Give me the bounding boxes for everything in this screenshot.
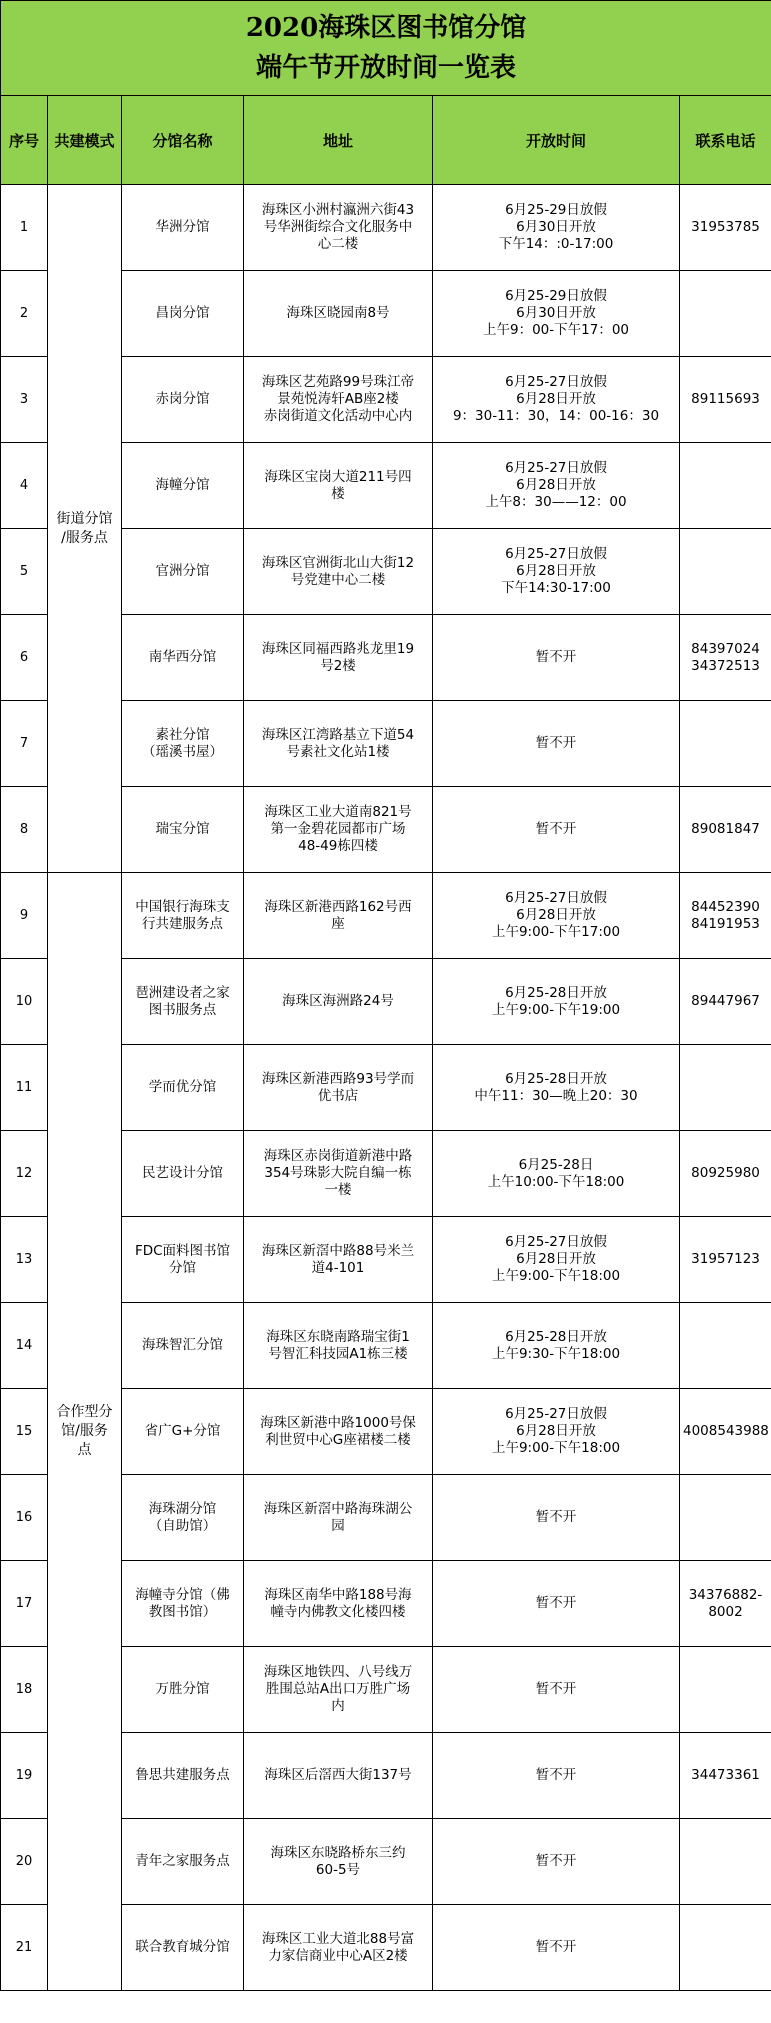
- opening-hours: [433, 1561, 680, 1647]
- branch-name-line: 民艺设计分馆: [142, 1165, 223, 1181]
- branch-name: [122, 1389, 244, 1475]
- branch-address: [244, 959, 433, 1045]
- phone-number: [680, 1217, 771, 1303]
- branch-name: [122, 1819, 244, 1905]
- address-line: 海珠区新港西路93号学而: [261, 1070, 415, 1087]
- title-line-2: 端午节开放时间一览表: [256, 53, 517, 83]
- phone-number: [680, 1131, 771, 1217]
- phone-line: 89115693: [691, 391, 760, 407]
- branch-name-line: 万胜分馆: [155, 1681, 210, 1697]
- hours-line: 暂不开: [535, 821, 577, 837]
- opening-hours: [433, 1131, 680, 1217]
- address-line: 60-5号: [315, 1861, 361, 1878]
- branch-name: [122, 701, 244, 787]
- row-index: 4: [1, 443, 48, 529]
- address-line: 海珠区江湾路基立下道54: [261, 726, 415, 743]
- branch-name: [122, 1905, 244, 1991]
- hours-line: 6月25-28日开放: [505, 984, 607, 1001]
- branch-name-line: 海珠智汇分馆: [142, 1337, 223, 1353]
- header-mode: 共建模式: [48, 96, 122, 185]
- branch-address: [244, 1045, 433, 1131]
- branch-name: [122, 529, 244, 615]
- table-row: [1, 873, 771, 959]
- row-index: 6: [1, 615, 48, 701]
- phone-line: 34372513: [691, 657, 760, 674]
- address-line: 海珠区赤岗街道新港中路: [263, 1148, 413, 1164]
- branch-name: [122, 1303, 244, 1389]
- hours-line: 6月25-29日放假: [505, 202, 607, 218]
- branch-name-line: 鲁思共建服务点: [135, 1767, 230, 1783]
- branch-address: [244, 357, 433, 443]
- branch-name: [122, 1045, 244, 1131]
- header-hours: 开放时间: [433, 96, 680, 185]
- hours-line: 暂不开: [535, 649, 577, 665]
- hours-line: 6月28日开放: [516, 563, 596, 579]
- branch-address: [244, 701, 433, 787]
- branch-name-line: 青年之家服务点: [135, 1853, 230, 1869]
- branch-address: [244, 271, 433, 357]
- hours-line: 6月25-27日放假: [505, 890, 607, 906]
- branch-name-line: （自助馆）: [148, 1517, 217, 1534]
- mode-line: /服务点: [61, 529, 108, 546]
- opening-hours: [433, 1905, 680, 1991]
- phone-number: [680, 1561, 771, 1647]
- address-line: 海珠区新港西路162号西: [264, 898, 412, 915]
- branch-name: [122, 357, 244, 443]
- address-line: 号智汇科技园A1栋三楼: [268, 1345, 408, 1362]
- address-line: 心二楼: [317, 236, 359, 252]
- hours-line: 6月28日开放: [516, 1251, 596, 1267]
- branch-address: [244, 1905, 433, 1991]
- phone-number: [680, 615, 771, 701]
- branch-name: [122, 959, 244, 1045]
- hours-line: 6月28日开放: [516, 907, 596, 923]
- opening-hours: [433, 787, 680, 873]
- mode-line: 合作型分: [56, 1404, 113, 1420]
- address-line: 海珠区艺苑路99号珠江帝: [261, 374, 415, 390]
- branch-address: [244, 1217, 433, 1303]
- hours-line: 6月28日开放: [516, 477, 596, 493]
- hours-line: 上午9:00-下午17:00: [491, 924, 621, 940]
- branch-address: [244, 1561, 433, 1647]
- branch-name-line: 琶洲建设者之家: [135, 984, 230, 1001]
- branch-name-line: 省广G+分馆: [144, 1423, 221, 1439]
- branch-name-line: 海珠湖分馆: [148, 1500, 217, 1517]
- branch-name-line: 瑞宝分馆: [155, 821, 210, 837]
- phone-number: [680, 701, 771, 787]
- phone-line: 89081847: [691, 821, 760, 837]
- phone-number: [680, 271, 771, 357]
- branch-address: [244, 787, 433, 873]
- address-line: 胜围总站A出口万胜广场: [265, 1681, 411, 1697]
- phone-number: [680, 1819, 771, 1905]
- hours-line: 上午9:30-下午18:00: [491, 1345, 621, 1362]
- branch-name: [122, 185, 244, 271]
- hours-line: 暂不开: [535, 1767, 577, 1783]
- opening-hours: [433, 185, 680, 271]
- phone-number: [680, 1303, 771, 1389]
- branch-name: [122, 615, 244, 701]
- branch-name-line: 官洲分馆: [155, 563, 210, 579]
- phone-number: [680, 1733, 771, 1819]
- hours-line: 暂不开: [535, 1681, 577, 1697]
- address-line: 内: [331, 1698, 345, 1714]
- address-line: 海珠区小洲村瀛洲六街43: [261, 202, 415, 218]
- opening-hours: [433, 529, 680, 615]
- row-index: 20: [1, 1819, 48, 1905]
- address-line: 海珠区东晓路桥东三约: [270, 1844, 406, 1861]
- row-index: 1: [1, 185, 48, 271]
- branch-name: [122, 271, 244, 357]
- branch-name-line: 教图书馆）: [148, 1603, 217, 1620]
- address-line: 海珠区晓园南8号: [286, 305, 390, 321]
- hours-line: 暂不开: [535, 735, 577, 751]
- address-line: 海珠区海洲路24号: [282, 993, 394, 1009]
- branch-name: [122, 787, 244, 873]
- branch-name-line: 学而优分馆: [148, 1079, 217, 1095]
- branch-name-line: 海幢寺分馆（佛: [135, 1586, 230, 1603]
- branch-address: [244, 1733, 433, 1819]
- hours-line: 6月28日开放: [516, 1423, 596, 1439]
- phone-number: [680, 357, 771, 443]
- hours-line: 6月25-27日放假: [505, 546, 607, 562]
- mode-cell-coop: [48, 873, 122, 1991]
- opening-hours: [433, 615, 680, 701]
- hours-line: 下午14：:0-17:00: [498, 236, 614, 252]
- branch-name-line: 南华西分馆: [148, 649, 217, 665]
- phone-line: 84191953: [691, 915, 760, 932]
- row-index: 9: [1, 873, 48, 959]
- phone-line: 34473361: [691, 1767, 760, 1783]
- table-title: [1, 1, 771, 96]
- row-index: 11: [1, 1045, 48, 1131]
- branch-name-line: 分馆: [169, 1259, 196, 1276]
- row-index: 15: [1, 1389, 48, 1475]
- mode-cell-street: [48, 185, 122, 873]
- phone-line: 8002: [708, 1603, 743, 1620]
- mode-line: 点: [77, 1442, 92, 1458]
- phone-number: [680, 529, 771, 615]
- hours-line: 6月25-28日: [518, 1156, 594, 1173]
- hours-line: 6月25-27日放假: [505, 1234, 607, 1250]
- hours-line: 下午14:30-17:00: [501, 580, 611, 596]
- opening-hours: [433, 1303, 680, 1389]
- phone-line: 84397024: [691, 640, 760, 657]
- address-line: 海珠区官洲街北山大街12: [261, 554, 415, 571]
- address-line: 海珠区新滘中路海珠湖公: [263, 1500, 413, 1517]
- branch-name: [122, 1475, 244, 1561]
- address-line: 48-49栋四楼: [298, 838, 378, 854]
- address-line: 海珠区后滘西大街137号: [264, 1767, 412, 1783]
- opening-hours: [433, 1647, 680, 1733]
- branch-address: [244, 1819, 433, 1905]
- branch-name-line: 华洲分馆: [155, 219, 210, 235]
- address-line: 利世贸中心G座裙楼二楼: [265, 1431, 411, 1448]
- address-line: 座: [331, 915, 345, 932]
- hours-line: 6月25-27日放假: [505, 460, 607, 476]
- row-index: 13: [1, 1217, 48, 1303]
- branch-address: [244, 1131, 433, 1217]
- branch-address: [244, 529, 433, 615]
- branch-name-line: 行共建服务点: [142, 915, 223, 932]
- branch-address: [244, 443, 433, 529]
- hours-line: 9：30-11：30，14：00-16：30: [452, 408, 660, 424]
- hours-line: 6月30日开放: [516, 305, 596, 321]
- header-row: [1, 96, 771, 185]
- row-index: 14: [1, 1303, 48, 1389]
- address-line: 海珠区南华中路188号海: [264, 1586, 412, 1603]
- address-line: 海珠区工业大道南821号: [264, 804, 412, 820]
- branch-address: [244, 1647, 433, 1733]
- phone-number: [680, 1389, 771, 1475]
- hours-line: 上午10:00-下午18:00: [487, 1173, 625, 1190]
- phone-line: 4008543988: [683, 1423, 769, 1439]
- branch-address: [244, 873, 433, 959]
- hours-line: 6月25-27日放假: [505, 1406, 607, 1422]
- row-index: 12: [1, 1131, 48, 1217]
- address-line: 幢寺内佛教文化楼四楼: [270, 1603, 406, 1620]
- mode-line: 街道分馆: [56, 510, 113, 527]
- row-index: 3: [1, 357, 48, 443]
- phone-number: [680, 787, 771, 873]
- phone-line: 80925980: [691, 1165, 760, 1181]
- branch-name-line: 赤岗分馆: [155, 391, 210, 407]
- table-row: [1, 185, 771, 271]
- opening-hours: [433, 443, 680, 529]
- phone-number: [680, 1647, 771, 1733]
- branch-name-line: FDC面料图书馆: [134, 1242, 231, 1259]
- branch-name-line: 联合教育城分馆: [135, 1939, 230, 1955]
- opening-hours: [433, 271, 680, 357]
- address-line: 赤岗街道文化活动中心内: [263, 408, 413, 424]
- title-row: [1, 1, 771, 96]
- row-index: 5: [1, 529, 48, 615]
- row-index: 10: [1, 959, 48, 1045]
- branch-name: [122, 443, 244, 529]
- branch-name: [122, 1647, 244, 1733]
- branch-name: [122, 1733, 244, 1819]
- row-index: 19: [1, 1733, 48, 1819]
- opening-hours: [433, 873, 680, 959]
- branch-name-line: （瑶溪书屋）: [142, 743, 223, 760]
- opening-hours: [433, 1045, 680, 1131]
- opening-hours: [433, 357, 680, 443]
- mode-line: 馆/服务: [61, 1423, 108, 1439]
- hours-line: 上午9:00-下午19:00: [491, 1001, 621, 1018]
- hours-line: 暂不开: [535, 1509, 577, 1525]
- branch-address: [244, 1303, 433, 1389]
- branch-address: [244, 1389, 433, 1475]
- hours-line: 6月28日开放: [516, 391, 596, 407]
- branch-name: [122, 1131, 244, 1217]
- branch-name-line: 海幢分馆: [155, 477, 210, 493]
- hours-line: 6月25-29日放假: [505, 288, 607, 304]
- opening-hours: [433, 959, 680, 1045]
- hours-line: 暂不开: [535, 1853, 577, 1869]
- address-line: 道4-101: [311, 1259, 365, 1276]
- hours-line: 中午11：30—晚上20：30: [474, 1087, 638, 1104]
- branch-address: [244, 1475, 433, 1561]
- row-index: 18: [1, 1647, 48, 1733]
- branch-name: [122, 873, 244, 959]
- row-index: 17: [1, 1561, 48, 1647]
- row-index: 21: [1, 1905, 48, 1991]
- address-line: 海珠区工业大道北88号富: [261, 1930, 415, 1947]
- opening-hours: [433, 1819, 680, 1905]
- branch-name-line: 图书服务点: [148, 1001, 217, 1018]
- phone-line: 31953785: [691, 219, 760, 235]
- row-index: 16: [1, 1475, 48, 1561]
- header-address: 地址: [244, 96, 433, 185]
- phone-number: [680, 873, 771, 959]
- opening-hours: [433, 701, 680, 787]
- branch-name: [122, 1561, 244, 1647]
- address-line: 号2楼: [320, 657, 356, 674]
- address-line: 园: [331, 1517, 345, 1534]
- hours-line: 上午8：30——12：00: [485, 494, 627, 510]
- header-name: 分馆名称: [122, 96, 244, 185]
- address-line: 354号珠影大院自编一栋: [264, 1165, 412, 1181]
- hours-line: 6月25-28日开放: [505, 1070, 607, 1087]
- address-line: 海珠区地铁四、八号线万: [263, 1664, 413, 1680]
- phone-number: [680, 959, 771, 1045]
- address-line: 号党建中心二楼: [290, 571, 386, 588]
- row-index: 7: [1, 701, 48, 787]
- opening-hours: [433, 1475, 680, 1561]
- branch-address: [244, 615, 433, 701]
- header-index: 序号: [1, 96, 48, 185]
- hours-line: 6月30日开放: [516, 219, 596, 235]
- row-index: 2: [1, 271, 48, 357]
- address-line: 海珠区新港中路1000号保: [260, 1414, 416, 1431]
- table-body: [1, 185, 771, 1991]
- address-line: 号华洲街综合文化服务中: [263, 219, 413, 235]
- branch-name: [122, 1217, 244, 1303]
- hours-line: 6月25-28日开放: [505, 1328, 607, 1345]
- address-line: 海珠区东晓南路瑞宝街1: [266, 1328, 410, 1345]
- phone-line: 31957123: [691, 1251, 760, 1267]
- header-phone: 联系电话: [680, 96, 771, 185]
- phone-line: 89447967: [691, 993, 760, 1009]
- hours-line: 上午9:00-下午18:00: [491, 1268, 621, 1284]
- phone-number: [680, 1905, 771, 1991]
- phone-line: 34376882-: [688, 1586, 763, 1603]
- opening-hours: [433, 1733, 680, 1819]
- phone-line: 84452390: [691, 898, 760, 915]
- row-index: 8: [1, 787, 48, 873]
- address-line: 海珠区新滘中路88号米兰: [261, 1242, 415, 1259]
- branch-name-line: 昌岗分馆: [155, 305, 210, 321]
- address-line: 优书店: [317, 1087, 359, 1104]
- phone-number: [680, 185, 771, 271]
- address-line: 景苑悦涛轩AB座2楼: [277, 391, 399, 407]
- hours-line: 上午9：00-下午17：00: [483, 322, 629, 338]
- address-line: 力家信商业中心A区2楼: [268, 1947, 408, 1964]
- opening-hours: [433, 1217, 680, 1303]
- hours-line: 暂不开: [535, 1939, 577, 1955]
- branch-name-line: 中国银行海珠支: [135, 898, 230, 915]
- phone-number: [680, 1045, 771, 1131]
- address-line: 第一金碧花园都市广场: [270, 821, 406, 837]
- address-line: 海珠区同福西路兆龙里19: [261, 640, 415, 657]
- opening-hours: [433, 1389, 680, 1475]
- hours-line: 6月25-27日放假: [505, 374, 607, 390]
- phone-number: [680, 1475, 771, 1561]
- phone-number: [680, 443, 771, 529]
- branch-name-line: 素社分馆: [155, 726, 210, 743]
- branch-address: [244, 185, 433, 271]
- address-line: 一楼: [324, 1182, 352, 1198]
- address-line: 海珠区宝岗大道211号四: [264, 468, 412, 485]
- address-line: 楼: [331, 485, 345, 502]
- hours-line: 上午9:00-下午18:00: [491, 1440, 621, 1456]
- hours-line: 暂不开: [535, 1595, 577, 1611]
- title-line-1: 2020海珠区图书馆分馆: [245, 13, 527, 43]
- address-line: 号素社文化站1楼: [286, 743, 390, 760]
